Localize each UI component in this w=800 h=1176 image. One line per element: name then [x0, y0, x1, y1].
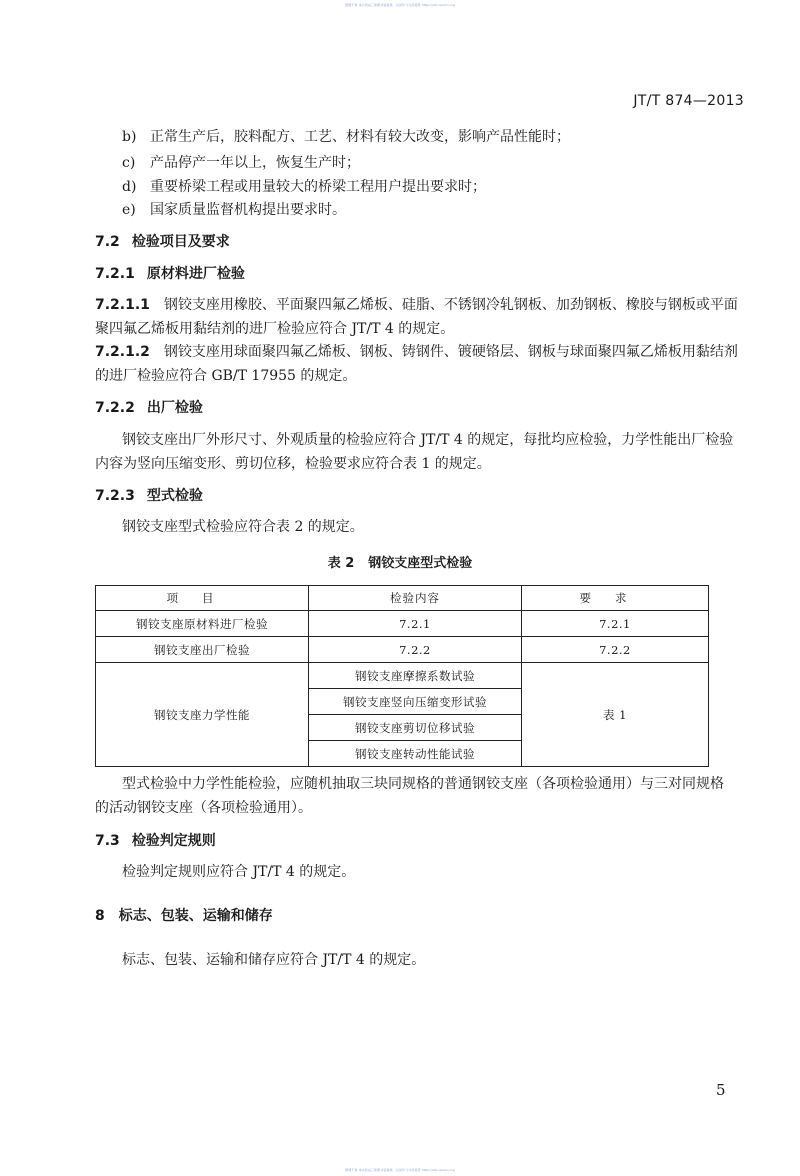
table-cell: 表 1 — [522, 663, 709, 767]
clause-text-line1: 钢铰支座用橡胶、平面聚四氟乙烯板、硅脂、不锈钢冷轧钢板、加劲钢板、橡胶与钢板或平面 — [163, 297, 738, 313]
section-number: 7.2 — [95, 234, 120, 250]
table-row — [96, 611, 709, 637]
clause-7-2-1-2-continued: 的进厂检验应符合 GB/T 17955 的规定。 — [95, 368, 357, 384]
clause-7-2-1-1 — [95, 295, 738, 315]
section-heading-7-2-1 — [95, 264, 245, 284]
paragraph-after-table-line1: 型式检验中力学性能检验，应随机抽取三块同规格的普通钢铰支座（各项检验通用）与三对同规格 — [122, 776, 724, 792]
table-cell: 7.2.1 — [309, 611, 522, 637]
table-cell: 钢铰支座转动性能试验 — [309, 741, 522, 767]
table-header-content: 检验内容 — [309, 586, 522, 611]
section-number: 8 — [95, 908, 105, 924]
table-caption — [0, 552, 800, 571]
table-cell: 钢铰支座剪切位移试验 — [309, 715, 522, 741]
watermark-top: 整理不易 本文档由三新图书馆提供 · 仅供学习交流使用 https://lib.sanxin.org — [345, 3, 455, 7]
table-cell: 7.2.1 — [522, 611, 709, 637]
list-item — [122, 153, 360, 173]
paragraph-7-2-3: 钢铰支座型式检验应符合表 2 的规定。 — [122, 519, 364, 535]
table-row — [96, 663, 709, 689]
list-item-text: 产品停产一年以上，恢复生产时； — [150, 155, 360, 171]
section-title: 检验项目及要求 — [131, 234, 230, 250]
page-number: 5 — [716, 1081, 726, 1099]
list-item — [122, 127, 570, 147]
list-item-text: 正常生产后，胶料配方、工艺、材料有较大改变，影响产品性能时； — [150, 129, 570, 145]
type-inspection-table — [95, 585, 709, 767]
section-heading-7-2-3 — [95, 486, 203, 506]
section-number: 7.2.3 — [95, 488, 135, 504]
section-heading-7-3 — [95, 831, 216, 851]
section-title: 出厂检验 — [146, 400, 203, 416]
section-heading-7-2 — [95, 232, 230, 252]
standard-number: JT/T 874—2013 — [633, 93, 744, 109]
table-cell: 钢铰支座摩擦系数试验 — [309, 663, 522, 689]
table-caption-title: 钢铰支座型式检验 — [368, 556, 473, 571]
clause-7-2-1-2 — [95, 342, 738, 362]
list-item-text: 国家质量监督机构提出要求时。 — [150, 202, 346, 218]
paragraph-7-2-2-line1: 钢铰支座出厂外形尺寸、外观质量的检验应符合 JT/T 4 的规定，每批均应检验，力学性能出厂检验 — [122, 432, 734, 448]
section-number: 7.3 — [95, 833, 120, 849]
table-row — [96, 637, 709, 663]
list-item-mark: d) — [122, 179, 137, 195]
section-title: 原材料进厂检验 — [146, 266, 245, 282]
section-heading-7-2-2 — [95, 398, 203, 418]
watermark-bottom: 整理不易 本文档由三新图书馆提供 · 仅供学习交流使用 https://lib.sanxin.org — [345, 1168, 455, 1172]
list-item — [122, 177, 486, 197]
list-item-mark: e) — [122, 202, 136, 218]
paragraph-after-table-line2: 的活动钢铰支座（各项检验通用）。 — [95, 800, 312, 816]
clause-7-2-1-1-continued: 聚四氟乙烯板用黏结剂的进厂检验应符合 JT/T 4 的规定。 — [95, 321, 455, 337]
clause-number: 7.2.1.1 — [95, 297, 150, 313]
table-cell: 钢铰支座原材料进厂检验 — [96, 611, 309, 637]
paragraph-7-2-2-line2: 内容为竖向压缩变形、剪切位移，检验要求应符合表 1 的规定。 — [95, 456, 491, 472]
list-item-mark: b) — [122, 129, 137, 145]
section-number: 7.2.2 — [95, 400, 135, 416]
table-caption-number: 表 2 — [327, 556, 355, 571]
section-number: 7.2.1 — [95, 266, 135, 282]
list-item-mark: c) — [122, 155, 136, 171]
list-item-text: 重要桥梁工程或用量较大的桥梁工程用户提出要求时； — [150, 179, 486, 195]
table-cell: 7.2.2 — [309, 637, 522, 663]
section-heading-8 — [95, 906, 273, 926]
list-item — [122, 200, 346, 220]
section-title: 标志、包装、运输和储存 — [118, 908, 273, 924]
table-header-requirement: 要求 — [579, 591, 651, 605]
table-cell: 7.2.2 — [522, 637, 709, 663]
section-title: 型式检验 — [146, 488, 203, 504]
paragraph-7-3: 检验判定规则应符合 JT/T 4 的规定。 — [122, 864, 356, 880]
section-title: 检验判定规则 — [131, 833, 216, 849]
paragraph-8: 标志、包装、运输和储存应符合 JT/T 4 的规定。 — [122, 952, 426, 968]
clause-text-line1: 钢铰支座用球面聚四氟乙烯板、钢板、铸钢件、镀硬铬层、钢板与球面聚四氟乙烯板用黏结剂 — [163, 344, 738, 360]
table-cell: 钢铰支座竖向压缩变形试验 — [309, 689, 522, 715]
clause-number: 7.2.1.2 — [95, 344, 150, 360]
table-cell: 钢铰支座出厂检验 — [96, 637, 309, 663]
table-header-row — [96, 586, 709, 611]
table-cell: 钢铰支座力学性能 — [96, 663, 309, 767]
table-header-item: 项目 — [166, 591, 238, 605]
